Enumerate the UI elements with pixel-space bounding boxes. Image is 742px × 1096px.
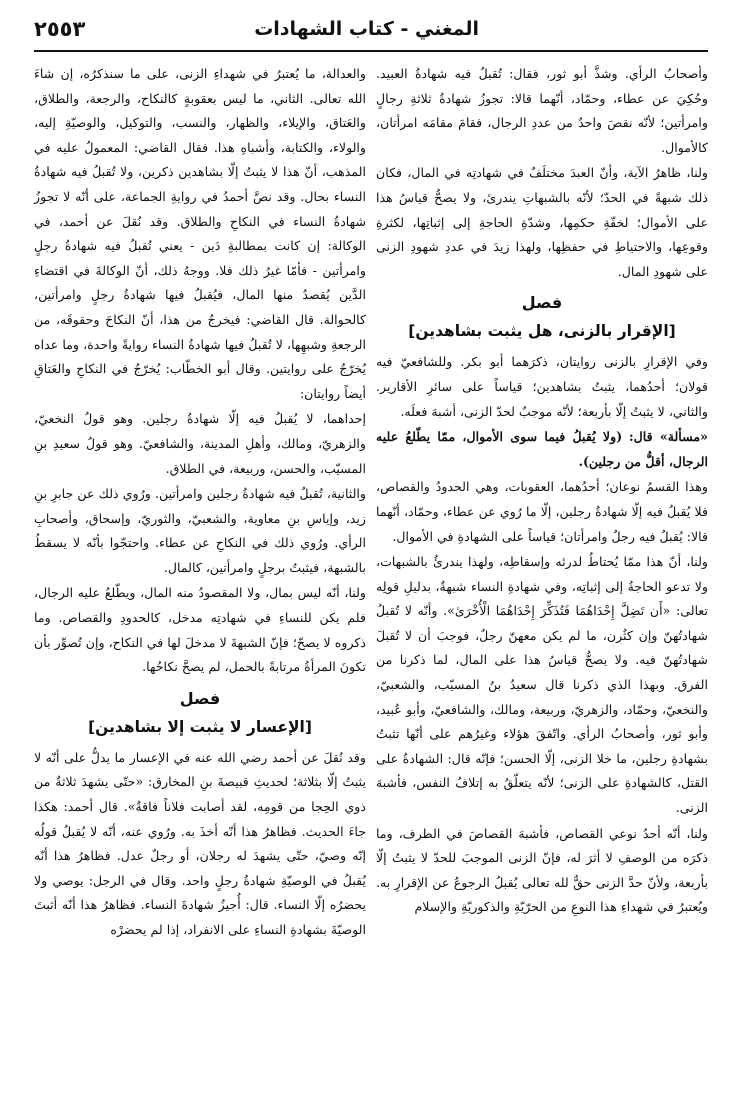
- section-heading: فصل: [179, 688, 221, 708]
- masala-paragraph: [376, 425, 708, 474]
- paragraph: ولنا، أنّ هذا ممّا يُحتاطُ لدرئه وإسقاطِه، ولهذا يندرئُ بالشبهات، ولا تدعو الحاجةُ إلى إثباتِه، وفي شهادةِ النساء شبهةٌ، بدليلِ قولِه تعالى: «أَن تَضِلَّ إِحْدَاهُمَا فَتُذَكِّرَ إِحْدَاهُمَا الْأُخْرَىٰ». وأنّه لا تُقبلُ شهادتُهنّ وإن كثُرن، ما لم يكن معهنّ رجلٌ، فوجبَ أن لا تُقبلَ شهادتُهنّ فيه. ولا يصحُّ قياسُ هذا على المال، لما ذكرنا من الفرق. وبهذا الذي ذكرنا قال سعيدُ بنُ المسيّب، والشعبيّ، والنخعيّ، وحمّاد، والزهريّ، وربيعة، ومالك، والشافعيّ، وأبو عُبيد، وأبو ثور، وأصحابُ الرأي. واتّفقَ هؤلاء وغيرُهم على أنّها تثبتُ بشهادةِ رجلين، ما خلا الزنى، إلّا الحسن؛ فإنّه قال: الشهادةُ على القتل، كالشهادةِ على الزنى؛ لأنّه يتعلّقُ به إتلافُ النفس، فأشبهَ الزنى.: [376, 554, 708, 816]
- paragraph: وأصحابُ الرأي. وشذَّ أبو ثور، فقال: تُقبلُ فيه شهادةُ العبيد. وحُكِيَ عن عطاء، وحمّاد، أنّهما قالا: تجوزُ شهادةُ ثلاثةِ رجالٍ وامرأتين؛ لأنّه نقصَ واحدٌ من عددِ الرجال، فقامَ مقامَه امرأتان، كالأموال.: [376, 66, 708, 155]
- paragraph: ولنا، ظاهرُ الآية، وأنّ العبدَ مختلَفٌ في شهادتِه في المال، فكان ذلك شبهةً في الحدّ؛ لأنّه بالشبهاتِ يندرئ، ولا يصحُّ قياسُ هذا على الأموال؛ لخفّةِ حكمِها، وشدّةِ الحاجةِ إلى إثباتِها، لكثرةِ وقوعِها، والاحتياطِ في حفظِها، ولهذا زيدَ في عددِ شهودِ الزنى على شهودِ المال.: [376, 165, 708, 279]
- paragraph: وهذا القسمُ نوعان؛ أحدُهما، العقوبات، وهي الحدودُ والقصاص، فلا يُقبلُ فيه إلّا شهادةُ رجلين، إلّا ما رُوي عن عطاء، وحمّاد، أنّهما قالا: يُقبلُ فيه رجلٌ وامرأتان؛ قياساً على الشهادةِ في الأموال.: [376, 479, 708, 544]
- masala-label: «مسألة» قال:: [628, 429, 708, 445]
- section-title: [الإعسار لا يثبت إلا بشاهدين]: [88, 717, 312, 736]
- paragraph: ولنا، أنّه ليس بمال، ولا المقصودُ منه المال، ويطّلعُ عليه الرجال، فلم يكن للنساءِ في شهادتِه مدخل، كالحدودِ والقصاص. وما ذكروه لا يصحّ؛ فإنّ الشبهةَ لا مدخلَ لها في النكاح، وإن تُصوِّر بأن تكونَ المرأةُ مرتابةً بالحمل، لم يصحَّ نكاحُها.: [34, 585, 366, 675]
- paragraph: والثانية، تُقبلُ فيه شهادةُ رجلين وامرأتين. ورُوي ذلك عن جابرِ بنِ زيد، وإياسِ بنِ معاوية، والشعبيّ، والثوريّ، وإسحاق، وأصحابِ الرأي. ورُوي ذلك في النكاحِ عن عطاء. واحتجّوا بأنّه لا يسقطُ بالشبهة، فيثبتُ برجلٍ وامرأتين، كالمال.: [34, 486, 366, 575]
- left-column: [34, 62, 366, 1084]
- masala-text: (ولا يُقبلُ فيما سوى الأموال، ممّا يطّلعُ عليه الرجال، أقلُّ من رجلين).: [376, 429, 708, 469]
- paragraph: وفي الإقرارِ بالزنى روايتان، ذكرَهما أبو بكر. وللشافعيّ فيه قولان؛ أحدُهما، يثبتُ بشاهدين؛ قياساً على سائرِ الأقارير. والثاني، لا يثبتُ إلّا بأربعة؛ لأنّه موجبٌ لحدّ الزنى، أشبهَ فعلَه.: [376, 354, 708, 419]
- paragraph: والعدالة، ما يُعتبرُ في شهداءِ الزنى، على ما سنذكرُه، إن شاءَ الله تعالى. الثاني، ما ليس بعقوبةٍ كالنكاح، والرجعة، والطلاق، والعَتاق، والإيلاء، والظهار، والنسب، والتوكيل، والوصيّةِ إليه، والولاء، والكتابة، وأشباهِ هذا. فقال القاضي: المعمولُ عليه في المذهب، أنّ هذا لا يثبتُ إلّا بشاهدين ذكرين، ولا تُقبلُ فيه شهادةُ النساء بحال. وقد نصَّ أحمدُ في روايةِ الجماعة، على أنّه لا تجوزُ شهادةُ النساء في النكاحِ والطلاق. وقد نُقلَ عن أحمد، في الوكالة: إن كانت بمطالبةِ دَين - يعني تُقبلُ فيه شهادةُ رجلٍ وامرأتين - فأمّا غيرُ ذلك فلا. ووجهُ ذلك، أنّ الوكالةَ في اقتضاءِ الدَّين يُقصدُ منها المال، فيُقبلُ فيها شهادةُ رجلٍ وامرأتين، كالحوالة. قال القاضي: فيخرجُ من هذا، أنّ النكاحَ وحقوقَه، من الرجعةِ وشبهِها، لا تُقبلُ فيها شهادةُ النساء روايةً واحدة، وما عداه يُخرّجُ على روايتين. وقال أبو الخطّاب: يُخرّجُ في النكاحِ والعَتاقِ أيضاً روايتان:: [34, 66, 366, 401]
- right-column: [376, 62, 708, 1084]
- page-number: ٢٥٥٣: [34, 17, 86, 41]
- running-header: [34, 8, 708, 52]
- section-title: [الإقرار بالزنى، هل يثبت بشاهدين]: [408, 322, 676, 341]
- paragraph: إحداهما، لا يُقبلُ فيه إلّا شهادةُ رجلين. وهو قولُ النخعيّ، والزهريّ، ومالك، وأهلِ المدينة، والشافعيّ. وهو قولُ سعيدِ بنِ المسيّب، والحسن، وربيعة، في الطلاق.: [34, 411, 366, 476]
- paragraph: وقد نُقلَ عن أحمد رضي الله عنه في الإعسار ما يدلُّ على أنّه لا يثبتُ إلّا بثلاثة؛ لحديثِ قبيصةَ بنِ المخارق: «حتّى يشهدَ ثلاثةٌ من ذوي الحِجا من قومِه، لقد أصابت فلاناً فاقةٌ». قال أحمد: هكذا جاءَ الحديث. فظاهرُ هذا أنّه أخذَ به. ورُوي عنه، أنّه لا يُقبلُ قولُه إنّه وصيّ، حتّى يشهدَ له رجلان، أو رجلٌ عدل. فظاهرُ هذا أنّه يُقبلُ في الوصيّةِ شهادةُ رجلٍ واحد. وقال في الرجل: يوصي ولا يحضرُه إلّا النساء. قال: أُجيزُ شهادةَ النساء. فظاهرُ هذا أنّه أثبتَ الوصيّةَ بشهادةِ النساءِ على الانفراد، إذا لم يحضرْه: [34, 749, 366, 937]
- section-heading: فصل: [521, 293, 563, 313]
- paragraph: ولنا، أنّه أحدُ نوعي القصاص، فأشبهَ القصاصَ في الطرف، وما ذكرَه من الوصفِ لا أثرَ له، فإنّ الزنى الموجبَ للحدّ لا يثبتُ إلّا بأربعة، ولأنّ حدَّ الزنى حقٌّ لله تعالى يُقبلُ الرجوعُ عن الإقرارِ به. ويُعتبرُ في شهداءِ هذا النوعِ من الحرّيّةِ والذكوريّةِ والإسلام: [376, 825, 708, 915]
- book-title: المغني - كتاب الشهادات: [254, 18, 480, 40]
